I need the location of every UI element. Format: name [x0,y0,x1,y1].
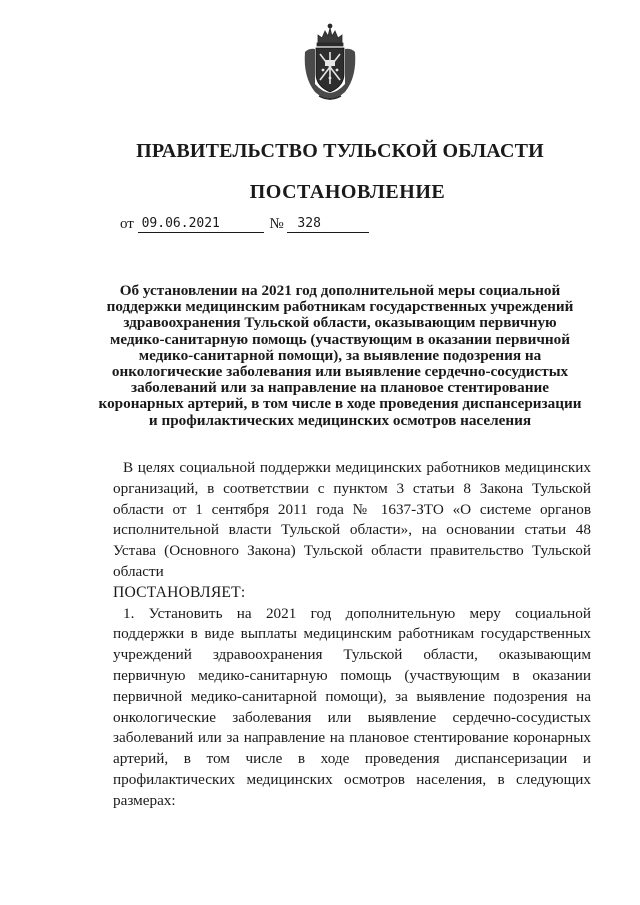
date-label: от [120,216,134,232]
clause-1-paragraph: 1. Установить на 2021 год дополнительную меру социальной поддержки в виде выплаты медицинским работникам государственных учреждений здравоохранения Тульской области, оказывающим первичную медико-санитарную помощь (участвующим в оказании первичной медико-санитарной помощи), за выявление подозрения на онкологические заболевания или выявление сердечно-сосудистых заболеваний или за направление на плановое стентирование коронарных артерий, в том числе в ходе проведения диспансеризации и профилактических медицинских осмотров населения, в следующих размерах: [113,604,591,809]
subject-line: и профилактических медицинских осмотров населения [148,411,532,429]
document-date: 09.06.2021 [138,216,264,233]
government-title: ПРАВИТЕЛЬСТВО ТУЛЬСКОЙ ОБЛАСТИ [136,140,544,162]
subject-line: Об установлении на 2021 год дополнительной меры социальной [119,282,561,299]
subject-line: онкологические заболевания или выявление сердечно-сосудистых [111,363,569,381]
decree-word: ПОСТАНОВЛЯЕТ: [113,583,246,601]
subject-line: коронарных артерий, в том числе в ходе проведения диспансеризации [98,395,582,413]
document-type-title: ПОСТАНОВЛЕНИЕ [249,181,446,203]
subject-line: заболеваний или за направление на плановое стентирование [131,379,549,397]
document-subject [95,283,585,429]
subject-line: здравоохранения Тульской области, оказывающим первичную [123,314,557,332]
subject-line: поддержки медицинским работникам государственных учреждений [106,298,574,316]
document-number: 328 [287,216,369,233]
preamble-paragraph: В целях социальной поддержки медицинских работников медицинских организаций, в соответствии с пунктом 3 статьи 8 Закона Тульской области от 1 сентября 2011 года № 1637-ЗТО «О системе органов исполнительной власти Тульской области», на основании статьи 48 Устава (Основного Закона) Тульской области правительство Тульской области [113,459,591,580]
document-date-number-line [120,216,369,238]
subject-line: медико-санитарную помощь (участвующим в оказании первичной [109,330,571,348]
document-body [113,458,591,812]
tula-coat-of-arms-icon [301,22,359,102]
subject-line: медико-санитарной помощи), за выявление подозрения на [138,346,542,364]
number-label: № [269,216,284,232]
